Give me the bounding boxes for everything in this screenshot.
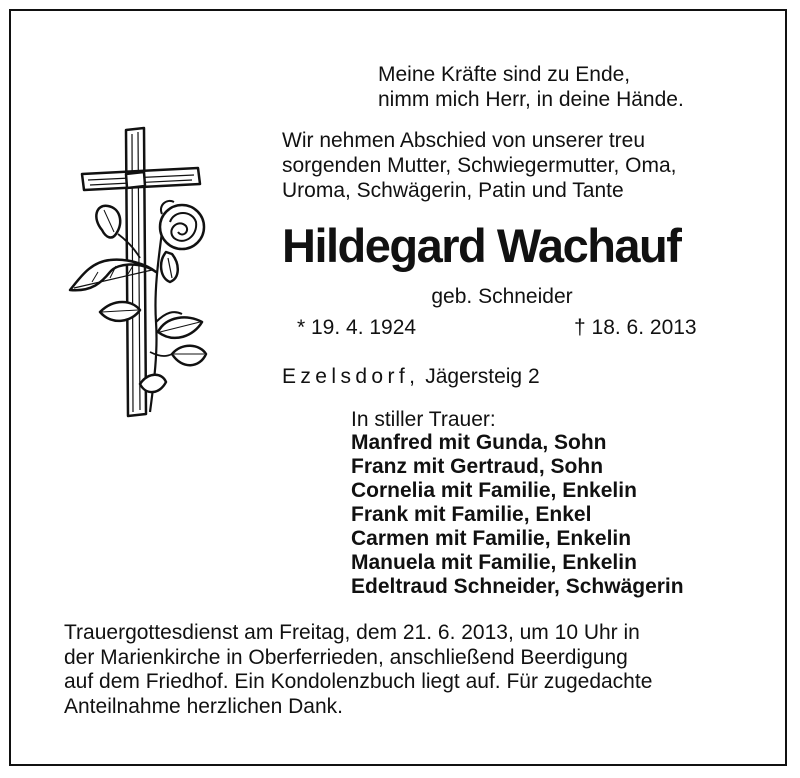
mourner-name: Franz mit Gertraud, Sohn	[351, 455, 604, 478]
farewell-intro	[282, 128, 742, 203]
mourner-name: Manuela mit Familie, Enkelin	[351, 551, 637, 574]
birth-date: * 19. 4. 1924	[297, 316, 417, 339]
mourners-heading: In stiller Trauer:	[351, 408, 496, 431]
service-line: auf dem Friedhof. Ein Kondolenzbuch liegt auf. Für zugedachte	[64, 670, 653, 693]
deceased-name: Hildegard Wachauf	[282, 219, 681, 272]
mourners-list	[351, 431, 684, 599]
intro-line: Uroma, Schwägerin, Patin und Tante	[282, 179, 624, 202]
cross-with-rose-icon	[62, 122, 212, 422]
mourner-name: Manfred mit Gunda, Sohn	[351, 431, 607, 454]
mourner-name: Frank mit Familie, Enkel	[351, 503, 592, 526]
service-line: Anteilnahme herzlichen Dank.	[64, 694, 343, 718]
mourner-name: Cornelia mit Familie, Enkelin	[351, 479, 637, 502]
funeral-service-info	[64, 621, 736, 719]
address-town: Ezelsdorf,	[282, 365, 420, 388]
intro-line: Wir nehmen Abschied von unserer treu	[282, 129, 646, 152]
mourner-name: Carmen mit Familie, Enkelin	[351, 527, 632, 550]
address-street: Jägersteig 2	[425, 365, 540, 388]
death-date: † 18. 6. 2013	[574, 316, 697, 339]
intro-line: sorgenden Mutter, Schwiegermutter, Oma,	[282, 154, 677, 177]
address	[282, 364, 540, 389]
mourner-name: Edeltraud Schneider, Schwägerin	[351, 575, 684, 598]
maiden-name: geb. Schneider	[431, 285, 573, 308]
service-line: der Marienkirche in Oberferrieden, anschließend Beerdigung	[64, 645, 628, 669]
opening-verse	[378, 62, 758, 112]
verse-line: Meine Kräfte sind zu Ende,	[378, 63, 631, 86]
service-line: Trauergottesdienst am Freitag, dem 21. 6. 2013, um 10 Uhr in	[64, 621, 640, 644]
verse-line: nimm mich Herr, in deine Hände.	[378, 88, 684, 111]
